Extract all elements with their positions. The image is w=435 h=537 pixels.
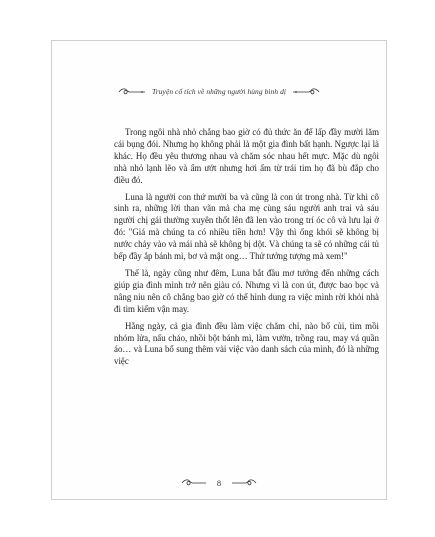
- page-number: 8: [216, 478, 222, 488]
- running-header: [52, 87, 386, 96]
- book-page: [51, 40, 387, 500]
- paragraph: Thế là, ngày cũng như đêm, Luna bắt đầu mơ tưởng đến những cách giúp gia đình mình trở nên giàu có. Nhưng vì là con út, được bao bọc và nâng niu nên cô chẳng bao giờ có thể hình dung ra việc mình rời khỏi nhà đi tìm kiếm vận may.: [114, 267, 379, 314]
- flourish-right-icon: [231, 479, 257, 487]
- flourish-left-icon: [181, 479, 207, 487]
- paragraph: Trong ngôi nhà nhỏ chẳng bao giờ có đủ thức ăn để lấp đầy mười lăm cái bụng đói. Nhưng họ không phải là một gia đình bất hạnh. Ngược lại là khác. Họ đều yêu thương nhau và chăm sóc nhau hết mực. Mặc dù ngôi nhà nhỏ lạnh lẽo và ẩm ướt nhưng hơi ấm từ trái tim họ đã bù đắp cho điều đó.: [114, 127, 379, 185]
- story-text: [114, 127, 379, 373]
- paragraph: Luna là người con thứ mười ba và cũng là con út trong nhà. Từ khi cô sinh ra, những lời than vãn mà cha mẹ cùng sáu người anh trai và sáu người chị gái thường xuyên thốt lên đã len vào trong trí óc cô và lưu lại ở đó: "Giá mà chúng ta có nhiều tiền hơn! Vậy thì ống khói sẽ không bị nước chảy vào và mái nhà sẽ không bị dột. Và chúng ta sẽ có những cái tủ bếp đầy ắp bánh mì, bơ và mật ong… Thử tưởng tượng mà xem!": [114, 191, 379, 262]
- flourish-right-icon: [292, 88, 320, 96]
- page-footer: [52, 478, 386, 488]
- flourish-left-icon: [118, 88, 146, 96]
- paragraph: Hằng ngày, cả gia đình đều làm việc chăm chỉ, nào bổ củi, tìm mồi nhóm lửa, nấu cháo, nhồi bột bánh mì, làm vườn, trồng rau, may vá quần áo… và Luna bổ sung thêm vài việc vào danh sách của mình, đó là những việc: [114, 320, 379, 367]
- header-title: Truyện cổ tích về những người hùng bình dị: [151, 87, 287, 96]
